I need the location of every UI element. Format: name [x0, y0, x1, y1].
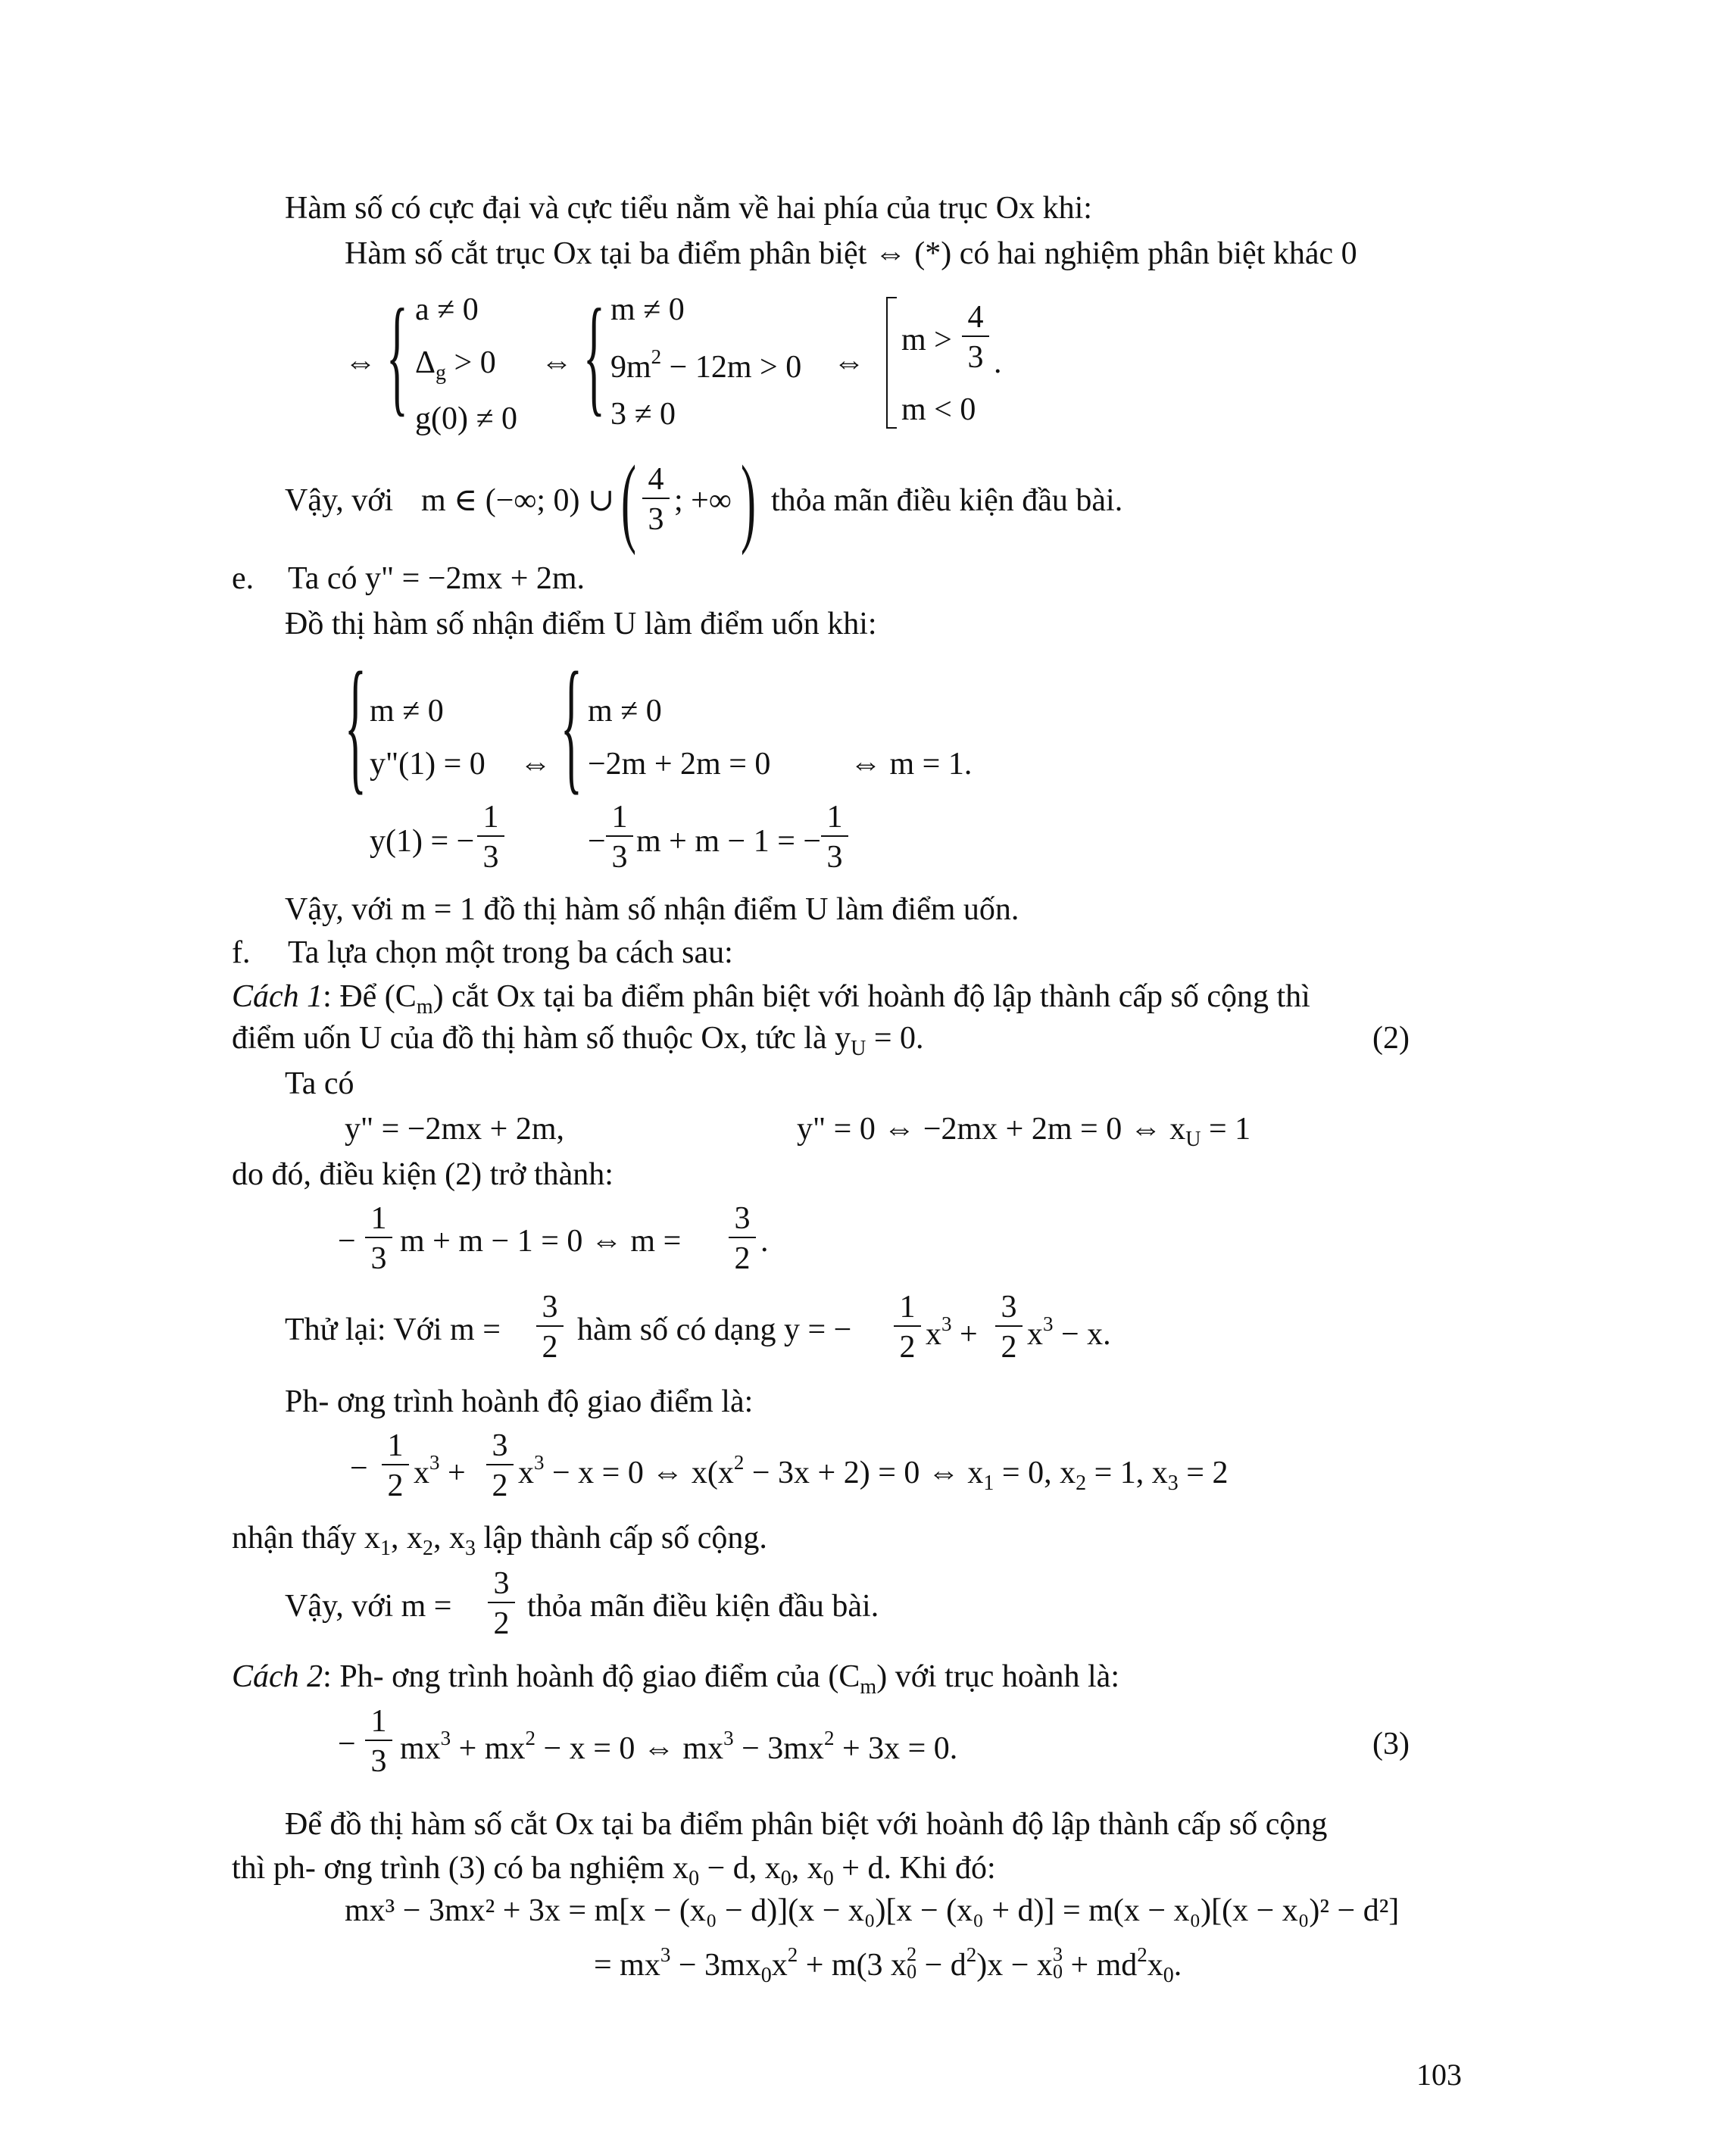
- d-sys2-row1: m ≠ 0: [610, 292, 685, 327]
- f-check-pre: Thử lại: Với m =: [285, 1312, 501, 1347]
- f-label: f.: [232, 935, 251, 970]
- e-frac-1-3-c: 1 3: [821, 801, 848, 873]
- d-frac-4-3-interval: 4 3: [642, 463, 670, 535]
- e-sysA-row3: y(1) = −: [370, 824, 475, 859]
- d-sys2-row3: 3 ≠ 0: [610, 397, 676, 432]
- f-check-x3a: $x^3$ +: [926, 1312, 978, 1352]
- f-cach1-line2: điểm uốn U của đồ thị hàm số thuộc Ox, tức là $y_U = 0$.: [232, 1021, 924, 1060]
- d-equiv-3: ⇔: [833, 345, 865, 380]
- d-condition: Hàm số cắt trục Ox tại ba điểm phân biệt ⇔ (*) có hai nghiệm phân biệt khác 0: [345, 236, 1357, 271]
- d-paren-left: (: [621, 445, 636, 556]
- d-brace-1: {: [386, 282, 408, 428]
- f-cach1-line1: Cách 1: Để $(C_m)$ cắt Ox tại ba điểm phân biệt với hoành độ lập thành cấp số cộng thì: [232, 979, 1310, 1019]
- f-pt-label: Ph- ơng trình hoành độ giao điểm là:: [285, 1384, 754, 1419]
- e-sysB-row2: −2m + 2m = 0: [588, 747, 771, 782]
- f-frac-1-3-cond2: 1 3: [365, 1203, 392, 1275]
- f-eq3-number: (3): [1372, 1727, 1410, 1762]
- e-equiv: ⇔: [520, 747, 551, 782]
- e-result: ⇔ m = 1.: [850, 747, 973, 782]
- f-line1: Ta lựa chọn một trong ba cách sau:: [288, 935, 733, 970]
- e-sysA-row2: y"(1) = 0: [370, 747, 486, 782]
- d-dot: .: [994, 345, 1002, 380]
- d-sys2-row2: $9m^2 - 12m > 0$: [610, 345, 802, 385]
- d-equiv-2: ⇔: [541, 345, 573, 380]
- d-brace-2: {: [583, 282, 605, 428]
- f-cond2-dot: .: [760, 1224, 769, 1259]
- d-sys1-row2: $\Delta_g > 0$: [415, 345, 496, 385]
- f-frac-1-3-eq3: 1 3: [365, 1705, 392, 1777]
- e-sysB-row1: m ≠ 0: [588, 694, 662, 729]
- f-concl-pre: Vậy, với m =: [285, 1589, 452, 1624]
- f-taco: Ta có: [285, 1066, 354, 1101]
- f-frac-1-2-check: 1 2: [894, 1291, 921, 1363]
- f-eq3-minus: −: [338, 1727, 356, 1762]
- f-frac-1-2-pt: 1 2: [382, 1430, 409, 1502]
- f-cond2-minus: −: [338, 1224, 356, 1259]
- f-para1: Để đồ thị hàm số cắt Ox tại ba điểm phân biệt với hoành độ lập thành cấp số cộng: [285, 1807, 1328, 1842]
- f-ypp-solve: y" = 0 ⇔ −2mx + 2m = 0 ⇔ $x_U = 1$: [797, 1112, 1251, 1151]
- e-sysA-row1: m ≠ 0: [370, 694, 444, 729]
- f-eq3: $mx^3 + mx^2 - x = 0$ ⇔ $mx^3 - 3mx^2 + 3x = 0$.: [400, 1727, 958, 1766]
- e-conclusion: Vậy, với m = 1 đồ thị hàm số nhận điểm U làm điểm uốn.: [285, 892, 1019, 927]
- f-check-end: $x^3 - x$.: [1027, 1312, 1111, 1352]
- f-frac-3-2-concl: 3 2: [488, 1568, 515, 1640]
- f-dodo: do đó, điều kiện (2) trở thành:: [232, 1157, 614, 1192]
- e-sysB-row3-minus: −: [588, 824, 606, 859]
- f-cach2-line: Cách 2: Ph- ơng trình hoành độ giao điểm của $(C_m)$ với trục hoành là:: [232, 1659, 1119, 1699]
- f-notice: nhận thấy $x_1$, $x_2$, $x_3$ lập thành cấp số cộng.: [232, 1521, 767, 1560]
- f-cond2-mid: m + m − 1 = 0 ⇔ m =: [400, 1224, 682, 1259]
- e-frac-1-3-b: 1 3: [606, 801, 633, 873]
- f-pt-minus: −: [350, 1451, 368, 1486]
- d-conclusion-pre: Vậy, với: [285, 483, 394, 518]
- f-check-mid: hàm số có dạng y = −: [577, 1312, 852, 1347]
- d-frac-4-3: 4 3: [962, 301, 989, 373]
- f-expand-1: mx³ − 3mx² + 3x = m[x − (x₀ − d)](x − x₀)[x − (x₀ + d)] = m(x − x₀)[(x − x₀)² − d²]: [345, 1893, 1400, 1928]
- f-concl-post: thỏa mãn điều kiện đầu bài.: [527, 1589, 879, 1624]
- f-frac-3-2-cond2: 3 2: [729, 1203, 756, 1275]
- e-line1: Ta có y" = −2mx + 2m.: [288, 561, 585, 596]
- e-label: e.: [232, 561, 254, 596]
- d-interval-end: ; +∞: [674, 483, 732, 518]
- d-conclusion-post: thỏa mãn điều kiện đầu bài.: [771, 483, 1123, 518]
- d-paren-right: ): [741, 445, 756, 556]
- d-intro: Hàm số có cực đại và cực tiểu nằm về hai phía của trục Ox khi:: [285, 191, 1092, 226]
- f-pt-rest: $x^3 - x = 0$ ⇔ $x(x^2 - 3x + 2) = 0$ ⇔ $x_1 = 0$, $x_2 = 1$, $x_3 = 2$: [518, 1451, 1229, 1495]
- f-ypp: y" = −2mx + 2m,: [345, 1112, 565, 1147]
- d-sys1-row3: g(0) ≠ 0: [415, 401, 518, 436]
- f-frac-3-2-check: 3 2: [536, 1291, 564, 1363]
- d-equiv-1: ⇔: [345, 345, 376, 380]
- page-number: 103: [1416, 2058, 1462, 2092]
- f-expand-2: = $mx^3 - 3mx_0x^2 + m(3$ x 2 0 − $d^2)x - x$ 3 0 + $md^2x_0$.: [594, 1943, 1182, 1987]
- d-interval: m ∈ (−∞; 0) ∪: [421, 483, 615, 518]
- f-eq2-number: (2): [1372, 1021, 1410, 1056]
- f-frac-3-2-check-b: 3 2: [995, 1291, 1023, 1363]
- d-case-bottom: m < 0: [901, 392, 976, 427]
- e-sysB-row3: m + m − 1 = −: [636, 824, 822, 859]
- d-case-top: m >: [901, 323, 952, 357]
- f-frac-3-2-pt: 3 2: [486, 1430, 514, 1502]
- f-pt-x3a: $x^3$ +: [414, 1451, 466, 1490]
- d-sys1-row1: a ≠ 0: [415, 292, 479, 327]
- d-case-bracket: [886, 297, 897, 429]
- e-brace-1: {: [345, 642, 367, 807]
- e-line2: Đồ thị hàm số nhận điểm U làm điểm uốn khi:: [285, 607, 877, 641]
- f-para2: thì ph- ơng trình (3) có ba nghiệm $x_0 - d$, $x_0$, $x_0 + d$. Khi đó:: [232, 1851, 996, 1890]
- e-brace-2: {: [560, 642, 582, 807]
- e-frac-1-3-a: 1 3: [477, 801, 504, 873]
